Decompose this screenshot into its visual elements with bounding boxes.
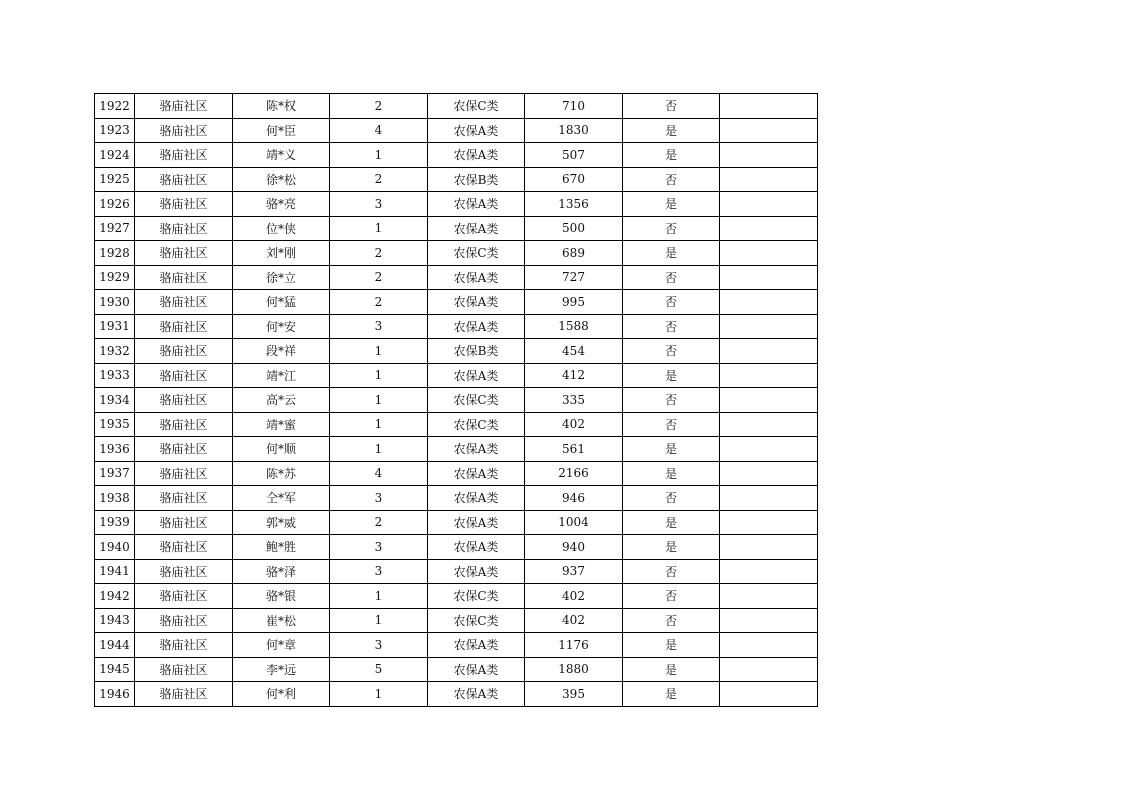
cell-flag: 否	[623, 486, 720, 511]
cell-household-count: 4	[330, 461, 428, 486]
cell-note	[720, 167, 818, 192]
cell-flag: 是	[623, 461, 720, 486]
cell-insurance-type: 农保A类	[428, 510, 525, 535]
cell-household-count: 2	[330, 241, 428, 266]
cell-name: 鲍*胜	[233, 535, 330, 560]
cell-amount: 1588	[525, 314, 623, 339]
table-body	[95, 94, 818, 707]
cell-amount: 395	[525, 682, 623, 707]
cell-note	[720, 143, 818, 168]
cell-flag: 是	[623, 363, 720, 388]
cell-community: 骆庙社区	[135, 363, 233, 388]
cell-flag: 否	[623, 290, 720, 315]
cell-name: 段*祥	[233, 339, 330, 364]
cell-household-count: 1	[330, 412, 428, 437]
cell-community: 骆庙社区	[135, 265, 233, 290]
cell-community: 骆庙社区	[135, 143, 233, 168]
cell-flag: 否	[623, 412, 720, 437]
cell-id: 1941	[95, 559, 135, 584]
cell-note	[720, 314, 818, 339]
cell-community: 骆庙社区	[135, 94, 233, 119]
cell-insurance-type: 农保A类	[428, 192, 525, 217]
table-row	[95, 559, 818, 584]
cell-id: 1926	[95, 192, 135, 217]
cell-id: 1934	[95, 388, 135, 413]
cell-amount: 402	[525, 608, 623, 633]
cell-insurance-type: 农保A类	[428, 657, 525, 682]
cell-note	[720, 437, 818, 462]
cell-amount: 946	[525, 486, 623, 511]
cell-flag: 是	[623, 118, 720, 143]
cell-name: 何*顺	[233, 437, 330, 462]
cell-note	[720, 339, 818, 364]
table-row	[95, 461, 818, 486]
cell-note	[720, 388, 818, 413]
cell-id: 1936	[95, 437, 135, 462]
cell-flag: 是	[623, 633, 720, 658]
cell-flag: 否	[623, 167, 720, 192]
cell-name: 陈*权	[233, 94, 330, 119]
table-row	[95, 363, 818, 388]
cell-note	[720, 241, 818, 266]
table-row	[95, 167, 818, 192]
cell-insurance-type: 农保C类	[428, 241, 525, 266]
cell-amount: 402	[525, 584, 623, 609]
table-row	[95, 437, 818, 462]
cell-flag: 否	[623, 388, 720, 413]
cell-amount: 1356	[525, 192, 623, 217]
cell-household-count: 2	[330, 265, 428, 290]
cell-flag: 是	[623, 241, 720, 266]
cell-community: 骆庙社区	[135, 584, 233, 609]
table-row	[95, 608, 818, 633]
cell-community: 骆庙社区	[135, 241, 233, 266]
cell-id: 1930	[95, 290, 135, 315]
cell-name: 何*臣	[233, 118, 330, 143]
cell-community: 骆庙社区	[135, 339, 233, 364]
table-row	[95, 584, 818, 609]
cell-community: 骆庙社区	[135, 192, 233, 217]
cell-community: 骆庙社区	[135, 461, 233, 486]
cell-community: 骆庙社区	[135, 559, 233, 584]
cell-insurance-type: 农保A类	[428, 363, 525, 388]
cell-name: 靖*江	[233, 363, 330, 388]
cell-amount: 937	[525, 559, 623, 584]
cell-household-count: 2	[330, 510, 428, 535]
cell-household-count: 3	[330, 314, 428, 339]
cell-community: 骆庙社区	[135, 510, 233, 535]
cell-community: 骆庙社区	[135, 657, 233, 682]
cell-name: 徐*立	[233, 265, 330, 290]
table-row	[95, 290, 818, 315]
cell-note	[720, 486, 818, 511]
cell-insurance-type: 农保A类	[428, 118, 525, 143]
cell-name: 陈*苏	[233, 461, 330, 486]
table-row	[95, 682, 818, 707]
cell-insurance-type: 农保B类	[428, 339, 525, 364]
cell-insurance-type: 农保A类	[428, 314, 525, 339]
cell-insurance-type: 农保A类	[428, 535, 525, 560]
cell-household-count: 2	[330, 94, 428, 119]
cell-id: 1938	[95, 486, 135, 511]
cell-household-count: 1	[330, 363, 428, 388]
cell-amount: 335	[525, 388, 623, 413]
cell-note	[720, 192, 818, 217]
cell-id: 1942	[95, 584, 135, 609]
cell-note	[720, 94, 818, 119]
cell-name: 崔*松	[233, 608, 330, 633]
cell-amount: 1176	[525, 633, 623, 658]
table-row	[95, 633, 818, 658]
cell-insurance-type: 农保C类	[428, 94, 525, 119]
cell-name: 何*利	[233, 682, 330, 707]
cell-id: 1929	[95, 265, 135, 290]
table-row	[95, 535, 818, 560]
cell-community: 骆庙社区	[135, 412, 233, 437]
cell-name: 位*侠	[233, 216, 330, 241]
cell-flag: 否	[623, 339, 720, 364]
cell-note	[720, 559, 818, 584]
table-row	[95, 339, 818, 364]
cell-amount: 1830	[525, 118, 623, 143]
cell-name: 李*远	[233, 657, 330, 682]
cell-insurance-type: 农保A类	[428, 437, 525, 462]
cell-name: 骆*银	[233, 584, 330, 609]
cell-amount: 727	[525, 265, 623, 290]
cell-household-count: 1	[330, 388, 428, 413]
cell-community: 骆庙社区	[135, 437, 233, 462]
cell-note	[720, 363, 818, 388]
cell-flag: 否	[623, 216, 720, 241]
cell-name: 靖*义	[233, 143, 330, 168]
cell-household-count: 2	[330, 167, 428, 192]
cell-insurance-type: 农保A类	[428, 682, 525, 707]
cell-household-count: 3	[330, 192, 428, 217]
cell-name: 靖*蜜	[233, 412, 330, 437]
cell-community: 骆庙社区	[135, 535, 233, 560]
cell-name: 仝*军	[233, 486, 330, 511]
cell-flag: 是	[623, 510, 720, 535]
cell-id: 1931	[95, 314, 135, 339]
cell-id: 1927	[95, 216, 135, 241]
cell-note	[720, 584, 818, 609]
cell-amount: 1004	[525, 510, 623, 535]
cell-community: 骆庙社区	[135, 608, 233, 633]
cell-insurance-type: 农保A类	[428, 216, 525, 241]
cell-amount: 995	[525, 290, 623, 315]
cell-insurance-type: 农保A类	[428, 265, 525, 290]
cell-flag: 否	[623, 584, 720, 609]
cell-insurance-type: 农保C类	[428, 584, 525, 609]
cell-community: 骆庙社区	[135, 118, 233, 143]
cell-note	[720, 412, 818, 437]
cell-household-count: 3	[330, 633, 428, 658]
cell-household-count: 3	[330, 535, 428, 560]
cell-community: 骆庙社区	[135, 167, 233, 192]
cell-amount: 507	[525, 143, 623, 168]
cell-amount: 940	[525, 535, 623, 560]
cell-flag: 是	[623, 682, 720, 707]
cell-insurance-type: 农保A类	[428, 461, 525, 486]
cell-amount: 670	[525, 167, 623, 192]
cell-note	[720, 510, 818, 535]
cell-note	[720, 633, 818, 658]
cell-flag: 是	[623, 657, 720, 682]
cell-insurance-type: 农保A类	[428, 143, 525, 168]
cell-note	[720, 682, 818, 707]
table-row	[95, 412, 818, 437]
cell-note	[720, 608, 818, 633]
cell-community: 骆庙社区	[135, 290, 233, 315]
cell-note	[720, 265, 818, 290]
cell-id: 1940	[95, 535, 135, 560]
cell-insurance-type: 农保B类	[428, 167, 525, 192]
cell-amount: 710	[525, 94, 623, 119]
cell-name: 高*云	[233, 388, 330, 413]
cell-flag: 否	[623, 559, 720, 584]
cell-name: 何*猛	[233, 290, 330, 315]
cell-insurance-type: 农保C类	[428, 608, 525, 633]
table-row	[95, 388, 818, 413]
table-row	[95, 94, 818, 119]
cell-insurance-type: 农保C类	[428, 388, 525, 413]
cell-id: 1937	[95, 461, 135, 486]
cell-household-count: 1	[330, 584, 428, 609]
cell-community: 骆庙社区	[135, 682, 233, 707]
cell-insurance-type: 农保A类	[428, 633, 525, 658]
cell-name: 徐*松	[233, 167, 330, 192]
cell-amount: 689	[525, 241, 623, 266]
table-row	[95, 265, 818, 290]
table-row	[95, 118, 818, 143]
cell-note	[720, 216, 818, 241]
cell-insurance-type: 农保A类	[428, 486, 525, 511]
cell-id: 1939	[95, 510, 135, 535]
cell-id: 1923	[95, 118, 135, 143]
cell-id: 1945	[95, 657, 135, 682]
cell-id: 1928	[95, 241, 135, 266]
cell-name: 郭*威	[233, 510, 330, 535]
cell-community: 骆庙社区	[135, 633, 233, 658]
cell-note	[720, 535, 818, 560]
cell-household-count: 5	[330, 657, 428, 682]
cell-flag: 否	[623, 608, 720, 633]
cell-community: 骆庙社区	[135, 388, 233, 413]
cell-household-count: 1	[330, 339, 428, 364]
table-row	[95, 192, 818, 217]
cell-id: 1932	[95, 339, 135, 364]
data-table	[94, 93, 818, 707]
cell-id: 1943	[95, 608, 135, 633]
cell-id: 1922	[95, 94, 135, 119]
cell-amount: 2166	[525, 461, 623, 486]
cell-household-count: 1	[330, 143, 428, 168]
table-row	[95, 314, 818, 339]
cell-id: 1946	[95, 682, 135, 707]
cell-household-count: 1	[330, 437, 428, 462]
cell-amount: 454	[525, 339, 623, 364]
cell-flag: 否	[623, 265, 720, 290]
cell-amount: 561	[525, 437, 623, 462]
table-row	[95, 657, 818, 682]
table-row	[95, 143, 818, 168]
cell-amount: 402	[525, 412, 623, 437]
table-row	[95, 510, 818, 535]
cell-insurance-type: 农保A类	[428, 290, 525, 315]
cell-id: 1944	[95, 633, 135, 658]
cell-household-count: 1	[330, 608, 428, 633]
cell-flag: 是	[623, 535, 720, 560]
cell-name: 刘*刚	[233, 241, 330, 266]
cell-note	[720, 657, 818, 682]
cell-id: 1924	[95, 143, 135, 168]
cell-flag: 否	[623, 94, 720, 119]
cell-insurance-type: 农保C类	[428, 412, 525, 437]
cell-flag: 是	[623, 437, 720, 462]
cell-id: 1933	[95, 363, 135, 388]
cell-note	[720, 290, 818, 315]
cell-household-count: 3	[330, 486, 428, 511]
cell-amount: 500	[525, 216, 623, 241]
cell-community: 骆庙社区	[135, 216, 233, 241]
table-row	[95, 486, 818, 511]
cell-name: 何*章	[233, 633, 330, 658]
cell-flag: 是	[623, 143, 720, 168]
cell-name: 何*安	[233, 314, 330, 339]
table-row	[95, 216, 818, 241]
cell-id: 1925	[95, 167, 135, 192]
cell-insurance-type: 农保A类	[428, 559, 525, 584]
cell-community: 骆庙社区	[135, 486, 233, 511]
cell-flag: 是	[623, 192, 720, 217]
cell-name: 骆*泽	[233, 559, 330, 584]
cell-household-count: 4	[330, 118, 428, 143]
cell-amount: 412	[525, 363, 623, 388]
cell-household-count: 1	[330, 682, 428, 707]
cell-id: 1935	[95, 412, 135, 437]
cell-amount: 1880	[525, 657, 623, 682]
cell-household-count: 1	[330, 216, 428, 241]
cell-household-count: 3	[330, 559, 428, 584]
cell-name: 骆*亮	[233, 192, 330, 217]
table-row	[95, 241, 818, 266]
cell-community: 骆庙社区	[135, 314, 233, 339]
cell-note	[720, 461, 818, 486]
cell-flag: 否	[623, 314, 720, 339]
cell-note	[720, 118, 818, 143]
cell-household-count: 2	[330, 290, 428, 315]
